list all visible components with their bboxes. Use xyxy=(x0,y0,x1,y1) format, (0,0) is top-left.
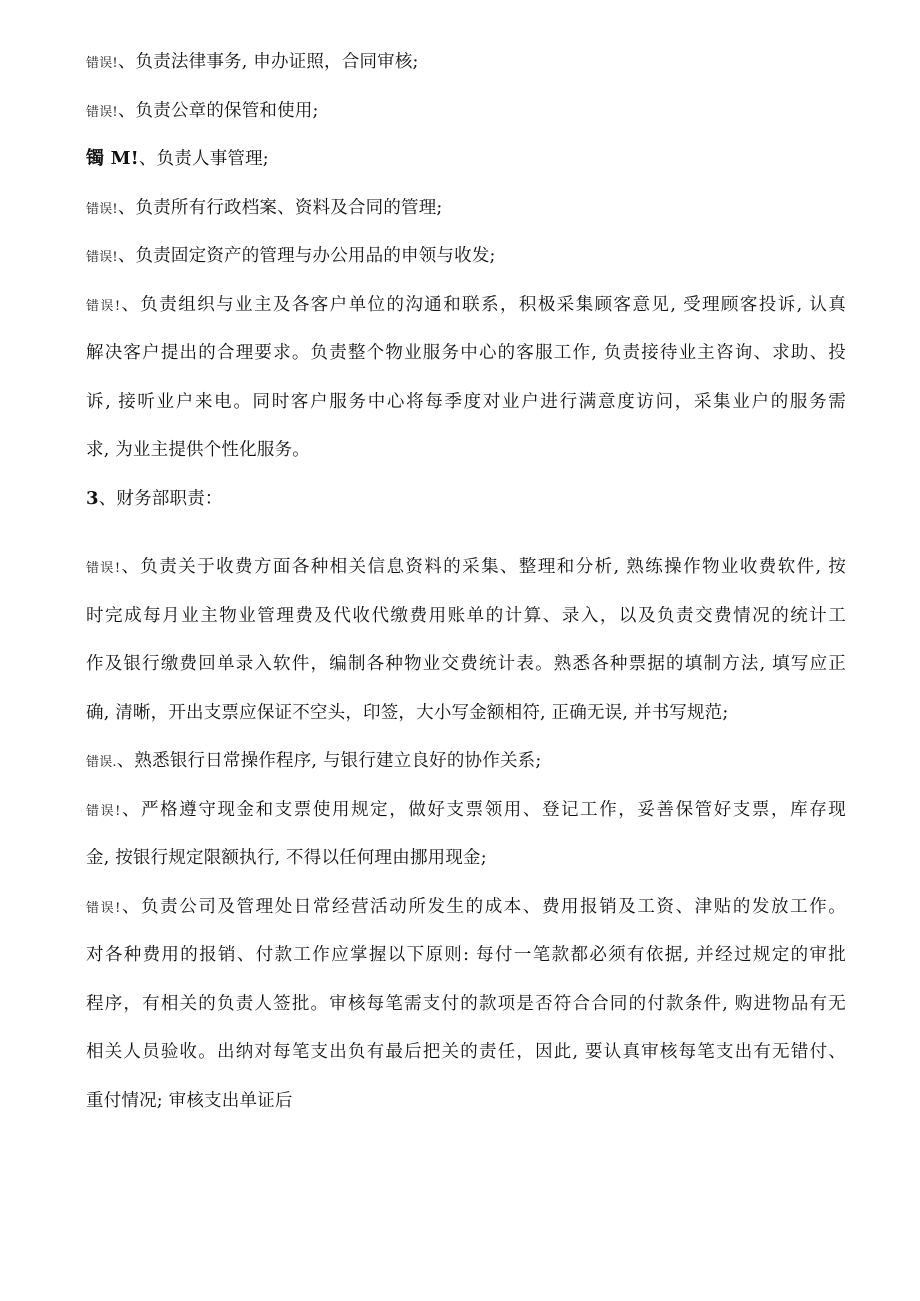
error-ref-prefix: 错误! xyxy=(86,104,118,120)
duty-text: 、负责法律事务, 申办证照，合同审核; xyxy=(117,52,419,72)
duty-text: 、负责所有行政档案、资料及合同的管理; xyxy=(117,197,443,218)
duty-text: 、负责固定资产的管理与办公用品的申领与收发; xyxy=(117,246,496,266)
finance-duty-item-4 xyxy=(86,883,846,1126)
admin-duty-item-5 xyxy=(86,232,846,281)
finance-duty-item-3 xyxy=(86,786,846,883)
duty-text: 、负责公章的保管和使用; xyxy=(117,100,319,121)
error-ref-prefix: 错误! xyxy=(86,298,121,314)
error-ref-prefix: 错误. xyxy=(86,755,117,770)
admin-duty-item-1 xyxy=(86,38,846,87)
document-page xyxy=(86,38,846,1125)
error-ref-prefix: 错误! xyxy=(86,250,118,265)
error-ref-prefix: 错误! xyxy=(86,900,121,916)
duty-text: 、负责人事管理; xyxy=(138,149,269,169)
admin-duty-item-4 xyxy=(86,184,846,233)
paragraph-line: 求, 为业主提供个性化服务。 xyxy=(86,440,310,460)
admin-duty-item-3 xyxy=(86,135,846,184)
paragraph-line: 重付情况; 审核支出单证后 xyxy=(86,1090,293,1111)
paragraph-line: 、严格遵守现金和支票使用规定，做好支票领用、登记工作，妥善保管好支票，库存现 xyxy=(120,799,846,820)
paragraph-line: 金, 按银行规定限额执行, 不得以任何理由挪用现金; xyxy=(86,848,487,868)
paragraph-line: 解决客户提出的合理要求。负责整个物业服务中心的客服工作, 负责接待业主咨询、求助、投 xyxy=(86,343,846,363)
garbled-ref-prefix: 镯 M! xyxy=(86,148,139,169)
section-number: 3 xyxy=(86,487,99,509)
admin-duty-item-2 xyxy=(86,87,846,136)
paragraph-line: 、负责组织与业主及各客户单位的沟通和联系，积极采集顾客意见, 受理顾客投诉, 认真 xyxy=(120,294,846,315)
section-spacer xyxy=(86,523,846,543)
error-ref-prefix: 错误! xyxy=(86,803,121,819)
paragraph-line: 、负责关于收费方面各种相关信息资料的采集、整理和分析, 熟练操作物业收费软件, 按 xyxy=(120,557,846,577)
error-ref-prefix: 错误! xyxy=(86,201,118,217)
paragraph-line: 确, 清晰，开出支票应保证不空头，印签，大小写金额相符, 正确无误, 并书写规范; xyxy=(86,702,729,723)
customer-service-duty xyxy=(86,281,846,475)
error-ref-prefix: 错误! xyxy=(86,561,121,576)
paragraph-line: 时完成每月业主物业管理费及代收代缴费用账单的计算、录入，以及负责交费情况的统计工 xyxy=(86,605,846,626)
section-title-text: 、财务部职责： xyxy=(98,488,223,509)
section-heading xyxy=(86,475,846,524)
finance-duty-item-1 xyxy=(86,543,846,737)
finance-duty-item-2 xyxy=(86,737,846,786)
duty-text: 、熟悉银行日常操作程序, 与银行建立良好的协作关系; xyxy=(116,751,542,771)
paragraph-line: 相关人员验收。出纳对每笔支出负有最后把关的责任，因此, 要认真审核每笔支出有无错付、 xyxy=(86,1042,846,1062)
paragraph-line: 对各种费用的报销、付款工作应掌握以下原则: 每付一笔款都必须有依据, 并经过规定的审批 xyxy=(86,945,846,965)
error-ref-prefix: 错误! xyxy=(86,56,118,71)
paragraph-line: 程序，有相关的负责人签批。审核每笔需支付的款项是否符合合同的付款条件, 购进物品有无 xyxy=(86,993,846,1014)
paragraph-line: 、负责公司及管理处日常经营活动所发生的成本、费用报销及工资、津贴的发放工作。 xyxy=(120,896,846,917)
paragraph-line: 诉, 接听业户来电。同时客户服务中心将每季度对业户进行满意度访问，采集业户的服务需 xyxy=(86,391,846,412)
paragraph-line: 作及银行缴费回单录入软件，编制各种物业交费统计表。熟悉各种票据的填制方法, 填写应正 xyxy=(86,654,846,674)
